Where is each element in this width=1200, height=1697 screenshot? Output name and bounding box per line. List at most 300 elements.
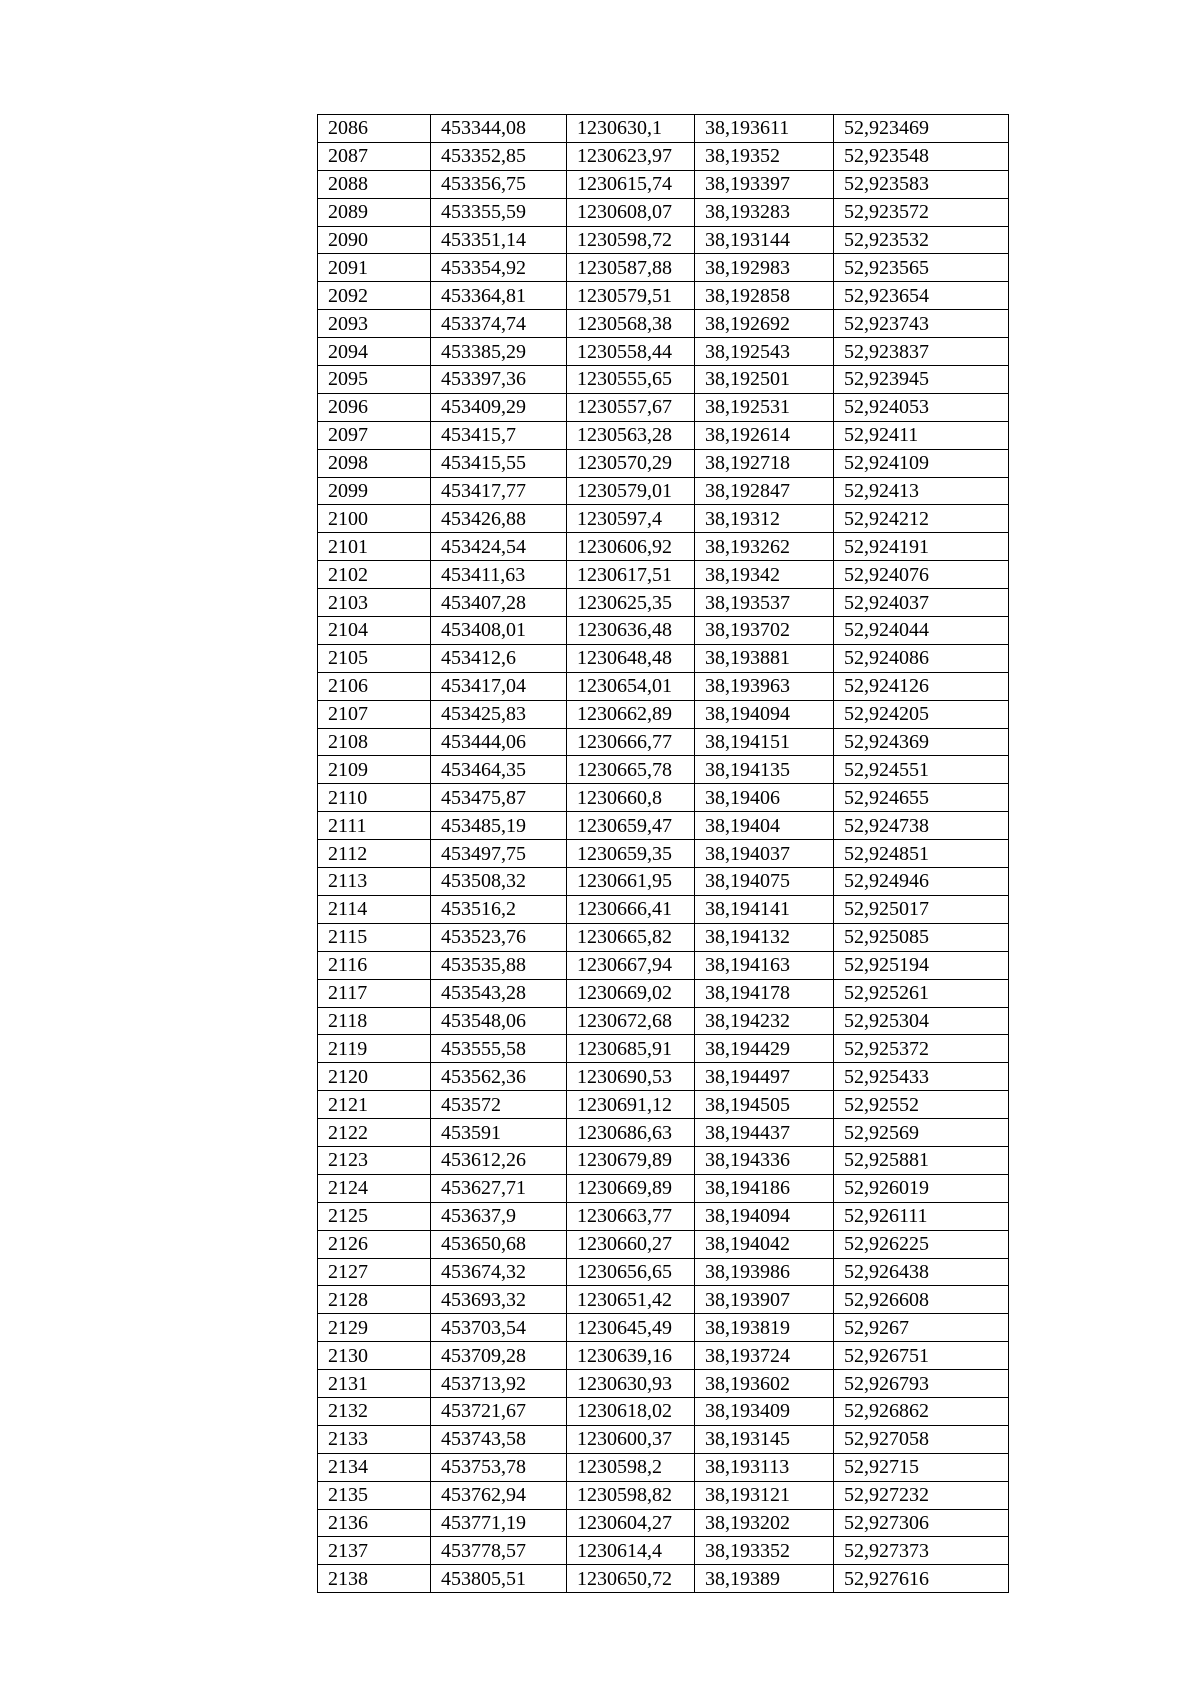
point-number-cell: 2130: [318, 1342, 431, 1370]
point-number-cell: 2131: [318, 1370, 431, 1398]
latitude-cell: 52,924053: [834, 393, 1009, 421]
table-row: [318, 756, 1009, 784]
table-row: [318, 1258, 1009, 1286]
y-coordinate-cell: 1230615,74: [567, 170, 695, 198]
latitude-cell: 52,924946: [834, 868, 1009, 896]
longitude-cell: 38,194186: [695, 1174, 834, 1202]
y-coordinate-cell: 1230650,72: [567, 1565, 695, 1593]
table-row: [318, 226, 1009, 254]
x-coordinate-cell: 453543,28: [431, 979, 567, 1007]
y-coordinate-cell: 1230639,16: [567, 1342, 695, 1370]
point-number-cell: 2133: [318, 1425, 431, 1453]
x-coordinate-cell: 453693,32: [431, 1286, 567, 1314]
y-coordinate-cell: 1230606,92: [567, 533, 695, 561]
y-coordinate-cell: 1230555,65: [567, 366, 695, 394]
table-row: [318, 366, 1009, 394]
latitude-cell: 52,926019: [834, 1174, 1009, 1202]
longitude-cell: 38,194505: [695, 1091, 834, 1119]
longitude-cell: 38,194497: [695, 1063, 834, 1091]
x-coordinate-cell: 453709,28: [431, 1342, 567, 1370]
latitude-cell: 52,923583: [834, 170, 1009, 198]
longitude-cell: 38,19312: [695, 505, 834, 533]
table-row: [318, 310, 1009, 338]
x-coordinate-cell: 453417,04: [431, 672, 567, 700]
longitude-cell: 38,193702: [695, 617, 834, 645]
longitude-cell: 38,194135: [695, 756, 834, 784]
latitude-cell: 52,924086: [834, 644, 1009, 672]
latitude-cell: 52,92413: [834, 477, 1009, 505]
point-number-cell: 2134: [318, 1453, 431, 1481]
point-number-cell: 2118: [318, 1007, 431, 1035]
y-coordinate-cell: 1230662,89: [567, 700, 695, 728]
y-coordinate-cell: 1230630,93: [567, 1370, 695, 1398]
table-row: [318, 617, 1009, 645]
longitude-cell: 38,193963: [695, 672, 834, 700]
table-row: [318, 1091, 1009, 1119]
x-coordinate-cell: 453778,57: [431, 1537, 567, 1565]
x-coordinate-cell: 453352,85: [431, 142, 567, 170]
point-number-cell: 2113: [318, 868, 431, 896]
coordinates-table-body: [318, 115, 1009, 1593]
x-coordinate-cell: 453591: [431, 1119, 567, 1147]
y-coordinate-cell: 1230587,88: [567, 254, 695, 282]
latitude-cell: 52,923565: [834, 254, 1009, 282]
point-number-cell: 2106: [318, 672, 431, 700]
table-row: [318, 979, 1009, 1007]
x-coordinate-cell: 453612,26: [431, 1146, 567, 1174]
longitude-cell: 38,193144: [695, 226, 834, 254]
table-row: [318, 1481, 1009, 1509]
coordinates-table: [317, 114, 1009, 1593]
longitude-cell: 38,194037: [695, 840, 834, 868]
point-number-cell: 2115: [318, 923, 431, 951]
table-row: [318, 700, 1009, 728]
point-number-cell: 2104: [318, 617, 431, 645]
x-coordinate-cell: 453425,83: [431, 700, 567, 728]
longitude-cell: 38,19342: [695, 561, 834, 589]
longitude-cell: 38,19389: [695, 1565, 834, 1593]
point-number-cell: 2119: [318, 1035, 431, 1063]
longitude-cell: 38,193409: [695, 1397, 834, 1425]
point-number-cell: 2138: [318, 1565, 431, 1593]
x-coordinate-cell: 453674,32: [431, 1258, 567, 1286]
table-row: [318, 254, 1009, 282]
latitude-cell: 52,923837: [834, 338, 1009, 366]
point-number-cell: 2098: [318, 449, 431, 477]
table-row: [318, 1537, 1009, 1565]
table-row: [318, 282, 1009, 310]
point-number-cell: 2109: [318, 756, 431, 784]
y-coordinate-cell: 1230669,89: [567, 1174, 695, 1202]
x-coordinate-cell: 453703,54: [431, 1314, 567, 1342]
y-coordinate-cell: 1230614,4: [567, 1537, 695, 1565]
latitude-cell: 52,927306: [834, 1509, 1009, 1537]
y-coordinate-cell: 1230666,41: [567, 895, 695, 923]
y-coordinate-cell: 1230690,53: [567, 1063, 695, 1091]
y-coordinate-cell: 1230679,89: [567, 1146, 695, 1174]
y-coordinate-cell: 1230666,77: [567, 728, 695, 756]
table-row: [318, 505, 1009, 533]
x-coordinate-cell: 453475,87: [431, 784, 567, 812]
latitude-cell: 52,923572: [834, 198, 1009, 226]
table-row: [318, 170, 1009, 198]
longitude-cell: 38,192692: [695, 310, 834, 338]
point-number-cell: 2086: [318, 115, 431, 143]
x-coordinate-cell: 453417,77: [431, 477, 567, 505]
x-coordinate-cell: 453743,58: [431, 1425, 567, 1453]
latitude-cell: 52,924109: [834, 449, 1009, 477]
point-number-cell: 2122: [318, 1119, 431, 1147]
x-coordinate-cell: 453351,14: [431, 226, 567, 254]
table-row: [318, 895, 1009, 923]
latitude-cell: 52,925017: [834, 895, 1009, 923]
point-number-cell: 2100: [318, 505, 431, 533]
x-coordinate-cell: 453548,06: [431, 1007, 567, 1035]
longitude-cell: 38,194429: [695, 1035, 834, 1063]
table-row: [318, 1314, 1009, 1342]
longitude-cell: 38,194163: [695, 951, 834, 979]
point-number-cell: 2132: [318, 1397, 431, 1425]
table-row: [318, 1397, 1009, 1425]
x-coordinate-cell: 453771,19: [431, 1509, 567, 1537]
longitude-cell: 38,193907: [695, 1286, 834, 1314]
y-coordinate-cell: 1230617,51: [567, 561, 695, 589]
table-row: [318, 338, 1009, 366]
latitude-cell: 52,923654: [834, 282, 1009, 310]
x-coordinate-cell: 453713,92: [431, 1370, 567, 1398]
latitude-cell: 52,927373: [834, 1537, 1009, 1565]
table-row: [318, 923, 1009, 951]
y-coordinate-cell: 1230686,63: [567, 1119, 695, 1147]
latitude-cell: 52,923532: [834, 226, 1009, 254]
longitude-cell: 38,194094: [695, 1202, 834, 1230]
point-number-cell: 2121: [318, 1091, 431, 1119]
point-number-cell: 2135: [318, 1481, 431, 1509]
y-coordinate-cell: 1230660,8: [567, 784, 695, 812]
table-row: [318, 1063, 1009, 1091]
x-coordinate-cell: 453426,88: [431, 505, 567, 533]
point-number-cell: 2128: [318, 1286, 431, 1314]
x-coordinate-cell: 453627,71: [431, 1174, 567, 1202]
table-row: [318, 142, 1009, 170]
point-number-cell: 2114: [318, 895, 431, 923]
longitude-cell: 38,192501: [695, 366, 834, 394]
x-coordinate-cell: 453354,92: [431, 254, 567, 282]
latitude-cell: 52,925085: [834, 923, 1009, 951]
longitude-cell: 38,194151: [695, 728, 834, 756]
x-coordinate-cell: 453555,58: [431, 1035, 567, 1063]
y-coordinate-cell: 1230660,27: [567, 1230, 695, 1258]
point-number-cell: 2136: [318, 1509, 431, 1537]
point-number-cell: 2111: [318, 812, 431, 840]
latitude-cell: 52,924205: [834, 700, 1009, 728]
table-row: [318, 561, 1009, 589]
y-coordinate-cell: 1230598,82: [567, 1481, 695, 1509]
latitude-cell: 52,92552: [834, 1091, 1009, 1119]
table-row: [318, 1202, 1009, 1230]
latitude-cell: 52,923548: [834, 142, 1009, 170]
x-coordinate-cell: 453572: [431, 1091, 567, 1119]
latitude-cell: 52,925881: [834, 1146, 1009, 1174]
x-coordinate-cell: 453424,54: [431, 533, 567, 561]
latitude-cell: 52,92569: [834, 1119, 1009, 1147]
latitude-cell: 52,927616: [834, 1565, 1009, 1593]
latitude-cell: 52,923945: [834, 366, 1009, 394]
latitude-cell: 52,924191: [834, 533, 1009, 561]
longitude-cell: 38,194232: [695, 1007, 834, 1035]
y-coordinate-cell: 1230654,01: [567, 672, 695, 700]
point-number-cell: 2101: [318, 533, 431, 561]
x-coordinate-cell: 453721,67: [431, 1397, 567, 1425]
x-coordinate-cell: 453562,36: [431, 1063, 567, 1091]
longitude-cell: 38,192543: [695, 338, 834, 366]
x-coordinate-cell: 453397,36: [431, 366, 567, 394]
y-coordinate-cell: 1230579,51: [567, 282, 695, 310]
table-row: [318, 115, 1009, 143]
table-row: [318, 672, 1009, 700]
longitude-cell: 38,193724: [695, 1342, 834, 1370]
table-row: [318, 1342, 1009, 1370]
x-coordinate-cell: 453485,19: [431, 812, 567, 840]
x-coordinate-cell: 453415,55: [431, 449, 567, 477]
point-number-cell: 2108: [318, 728, 431, 756]
latitude-cell: 52,926751: [834, 1342, 1009, 1370]
table-row: [318, 728, 1009, 756]
x-coordinate-cell: 453408,01: [431, 617, 567, 645]
x-coordinate-cell: 453356,75: [431, 170, 567, 198]
latitude-cell: 52,923743: [834, 310, 1009, 338]
y-coordinate-cell: 1230597,4: [567, 505, 695, 533]
point-number-cell: 2137: [318, 1537, 431, 1565]
latitude-cell: 52,926793: [834, 1370, 1009, 1398]
latitude-cell: 52,924655: [834, 784, 1009, 812]
table-row: [318, 1370, 1009, 1398]
point-number-cell: 2092: [318, 282, 431, 310]
table-row: [318, 1509, 1009, 1537]
point-number-cell: 2094: [318, 338, 431, 366]
longitude-cell: 38,194132: [695, 923, 834, 951]
y-coordinate-cell: 1230651,42: [567, 1286, 695, 1314]
latitude-cell: 52,923469: [834, 115, 1009, 143]
x-coordinate-cell: 453762,94: [431, 1481, 567, 1509]
latitude-cell: 52,926225: [834, 1230, 1009, 1258]
longitude-cell: 38,194141: [695, 895, 834, 923]
longitude-cell: 38,193611: [695, 115, 834, 143]
point-number-cell: 2124: [318, 1174, 431, 1202]
y-coordinate-cell: 1230598,72: [567, 226, 695, 254]
table-row: [318, 1035, 1009, 1063]
y-coordinate-cell: 1230667,94: [567, 951, 695, 979]
longitude-cell: 38,194042: [695, 1230, 834, 1258]
y-coordinate-cell: 1230663,77: [567, 1202, 695, 1230]
latitude-cell: 52,925372: [834, 1035, 1009, 1063]
latitude-cell: 52,926438: [834, 1258, 1009, 1286]
longitude-cell: 38,193819: [695, 1314, 834, 1342]
point-number-cell: 2117: [318, 979, 431, 1007]
x-coordinate-cell: 453637,9: [431, 1202, 567, 1230]
longitude-cell: 38,192718: [695, 449, 834, 477]
x-coordinate-cell: 453650,68: [431, 1230, 567, 1258]
point-number-cell: 2091: [318, 254, 431, 282]
point-number-cell: 2095: [318, 366, 431, 394]
y-coordinate-cell: 1230648,48: [567, 644, 695, 672]
x-coordinate-cell: 453464,35: [431, 756, 567, 784]
point-number-cell: 2099: [318, 477, 431, 505]
y-coordinate-cell: 1230659,35: [567, 840, 695, 868]
latitude-cell: 52,92715: [834, 1453, 1009, 1481]
latitude-cell: 52,927232: [834, 1481, 1009, 1509]
longitude-cell: 38,193121: [695, 1481, 834, 1509]
longitude-cell: 38,19352: [695, 142, 834, 170]
longitude-cell: 38,193202: [695, 1509, 834, 1537]
x-coordinate-cell: 453508,32: [431, 868, 567, 896]
table-row: [318, 477, 1009, 505]
y-coordinate-cell: 1230557,67: [567, 393, 695, 421]
y-coordinate-cell: 1230665,82: [567, 923, 695, 951]
longitude-cell: 38,193537: [695, 589, 834, 617]
y-coordinate-cell: 1230568,38: [567, 310, 695, 338]
y-coordinate-cell: 1230685,91: [567, 1035, 695, 1063]
latitude-cell: 52,924851: [834, 840, 1009, 868]
x-coordinate-cell: 453355,59: [431, 198, 567, 226]
y-coordinate-cell: 1230618,02: [567, 1397, 695, 1425]
y-coordinate-cell: 1230558,44: [567, 338, 695, 366]
longitude-cell: 38,192983: [695, 254, 834, 282]
longitude-cell: 38,193397: [695, 170, 834, 198]
x-coordinate-cell: 453411,63: [431, 561, 567, 589]
point-number-cell: 2096: [318, 393, 431, 421]
table-row: [318, 1174, 1009, 1202]
y-coordinate-cell: 1230600,37: [567, 1425, 695, 1453]
table-row: [318, 533, 1009, 561]
point-number-cell: 2112: [318, 840, 431, 868]
longitude-cell: 38,194075: [695, 868, 834, 896]
y-coordinate-cell: 1230623,97: [567, 142, 695, 170]
table-row: [318, 393, 1009, 421]
y-coordinate-cell: 1230656,65: [567, 1258, 695, 1286]
point-number-cell: 2123: [318, 1146, 431, 1174]
point-number-cell: 2103: [318, 589, 431, 617]
longitude-cell: 38,192531: [695, 393, 834, 421]
table-row: [318, 1425, 1009, 1453]
longitude-cell: 38,194437: [695, 1119, 834, 1147]
x-coordinate-cell: 453385,29: [431, 338, 567, 366]
longitude-cell: 38,19404: [695, 812, 834, 840]
table-row: [318, 198, 1009, 226]
y-coordinate-cell: 1230659,47: [567, 812, 695, 840]
point-number-cell: 2107: [318, 700, 431, 728]
latitude-cell: 52,926111: [834, 1202, 1009, 1230]
y-coordinate-cell: 1230598,2: [567, 1453, 695, 1481]
table-row: [318, 449, 1009, 477]
x-coordinate-cell: 453409,29: [431, 393, 567, 421]
point-number-cell: 2093: [318, 310, 431, 338]
y-coordinate-cell: 1230625,35: [567, 589, 695, 617]
x-coordinate-cell: 453407,28: [431, 589, 567, 617]
longitude-cell: 38,193113: [695, 1453, 834, 1481]
y-coordinate-cell: 1230570,29: [567, 449, 695, 477]
longitude-cell: 38,194336: [695, 1146, 834, 1174]
latitude-cell: 52,924076: [834, 561, 1009, 589]
latitude-cell: 52,925304: [834, 1007, 1009, 1035]
latitude-cell: 52,924738: [834, 812, 1009, 840]
longitude-cell: 38,193986: [695, 1258, 834, 1286]
point-number-cell: 2090: [318, 226, 431, 254]
y-coordinate-cell: 1230669,02: [567, 979, 695, 1007]
table-row: [318, 1007, 1009, 1035]
table-row: [318, 812, 1009, 840]
table-row: [318, 951, 1009, 979]
x-coordinate-cell: 453753,78: [431, 1453, 567, 1481]
x-coordinate-cell: 453535,88: [431, 951, 567, 979]
longitude-cell: 38,19406: [695, 784, 834, 812]
longitude-cell: 38,193283: [695, 198, 834, 226]
y-coordinate-cell: 1230563,28: [567, 421, 695, 449]
x-coordinate-cell: 453497,75: [431, 840, 567, 868]
table-row: [318, 840, 1009, 868]
longitude-cell: 38,193881: [695, 644, 834, 672]
point-number-cell: 2087: [318, 142, 431, 170]
x-coordinate-cell: 453412,6: [431, 644, 567, 672]
y-coordinate-cell: 1230579,01: [567, 477, 695, 505]
latitude-cell: 52,925433: [834, 1063, 1009, 1091]
x-coordinate-cell: 453805,51: [431, 1565, 567, 1593]
longitude-cell: 38,193145: [695, 1425, 834, 1453]
latitude-cell: 52,9267: [834, 1314, 1009, 1342]
longitude-cell: 38,192858: [695, 282, 834, 310]
latitude-cell: 52,924212: [834, 505, 1009, 533]
longitude-cell: 38,193352: [695, 1537, 834, 1565]
longitude-cell: 38,192614: [695, 421, 834, 449]
y-coordinate-cell: 1230636,48: [567, 617, 695, 645]
x-coordinate-cell: 453523,76: [431, 923, 567, 951]
point-number-cell: 2129: [318, 1314, 431, 1342]
longitude-cell: 38,193262: [695, 533, 834, 561]
table-row: [318, 421, 1009, 449]
latitude-cell: 52,926608: [834, 1286, 1009, 1314]
table-row: [318, 589, 1009, 617]
longitude-cell: 38,192847: [695, 477, 834, 505]
y-coordinate-cell: 1230608,07: [567, 198, 695, 226]
table-row: [318, 644, 1009, 672]
table-row: [318, 1565, 1009, 1593]
table-row: [318, 1230, 1009, 1258]
y-coordinate-cell: 1230604,27: [567, 1509, 695, 1537]
longitude-cell: 38,194178: [695, 979, 834, 1007]
latitude-cell: 52,925194: [834, 951, 1009, 979]
point-number-cell: 2105: [318, 644, 431, 672]
point-number-cell: 2089: [318, 198, 431, 226]
y-coordinate-cell: 1230691,12: [567, 1091, 695, 1119]
point-number-cell: 2127: [318, 1258, 431, 1286]
latitude-cell: 52,924044: [834, 617, 1009, 645]
x-coordinate-cell: 453344,08: [431, 115, 567, 143]
table-row: [318, 1146, 1009, 1174]
point-number-cell: 2116: [318, 951, 431, 979]
x-coordinate-cell: 453415,7: [431, 421, 567, 449]
latitude-cell: 52,924126: [834, 672, 1009, 700]
table-row: [318, 868, 1009, 896]
latitude-cell: 52,924551: [834, 756, 1009, 784]
latitude-cell: 52,925261: [834, 979, 1009, 1007]
point-number-cell: 2125: [318, 1202, 431, 1230]
latitude-cell: 52,927058: [834, 1425, 1009, 1453]
point-number-cell: 2102: [318, 561, 431, 589]
point-number-cell: 2097: [318, 421, 431, 449]
y-coordinate-cell: 1230665,78: [567, 756, 695, 784]
latitude-cell: 52,926862: [834, 1397, 1009, 1425]
y-coordinate-cell: 1230672,68: [567, 1007, 695, 1035]
